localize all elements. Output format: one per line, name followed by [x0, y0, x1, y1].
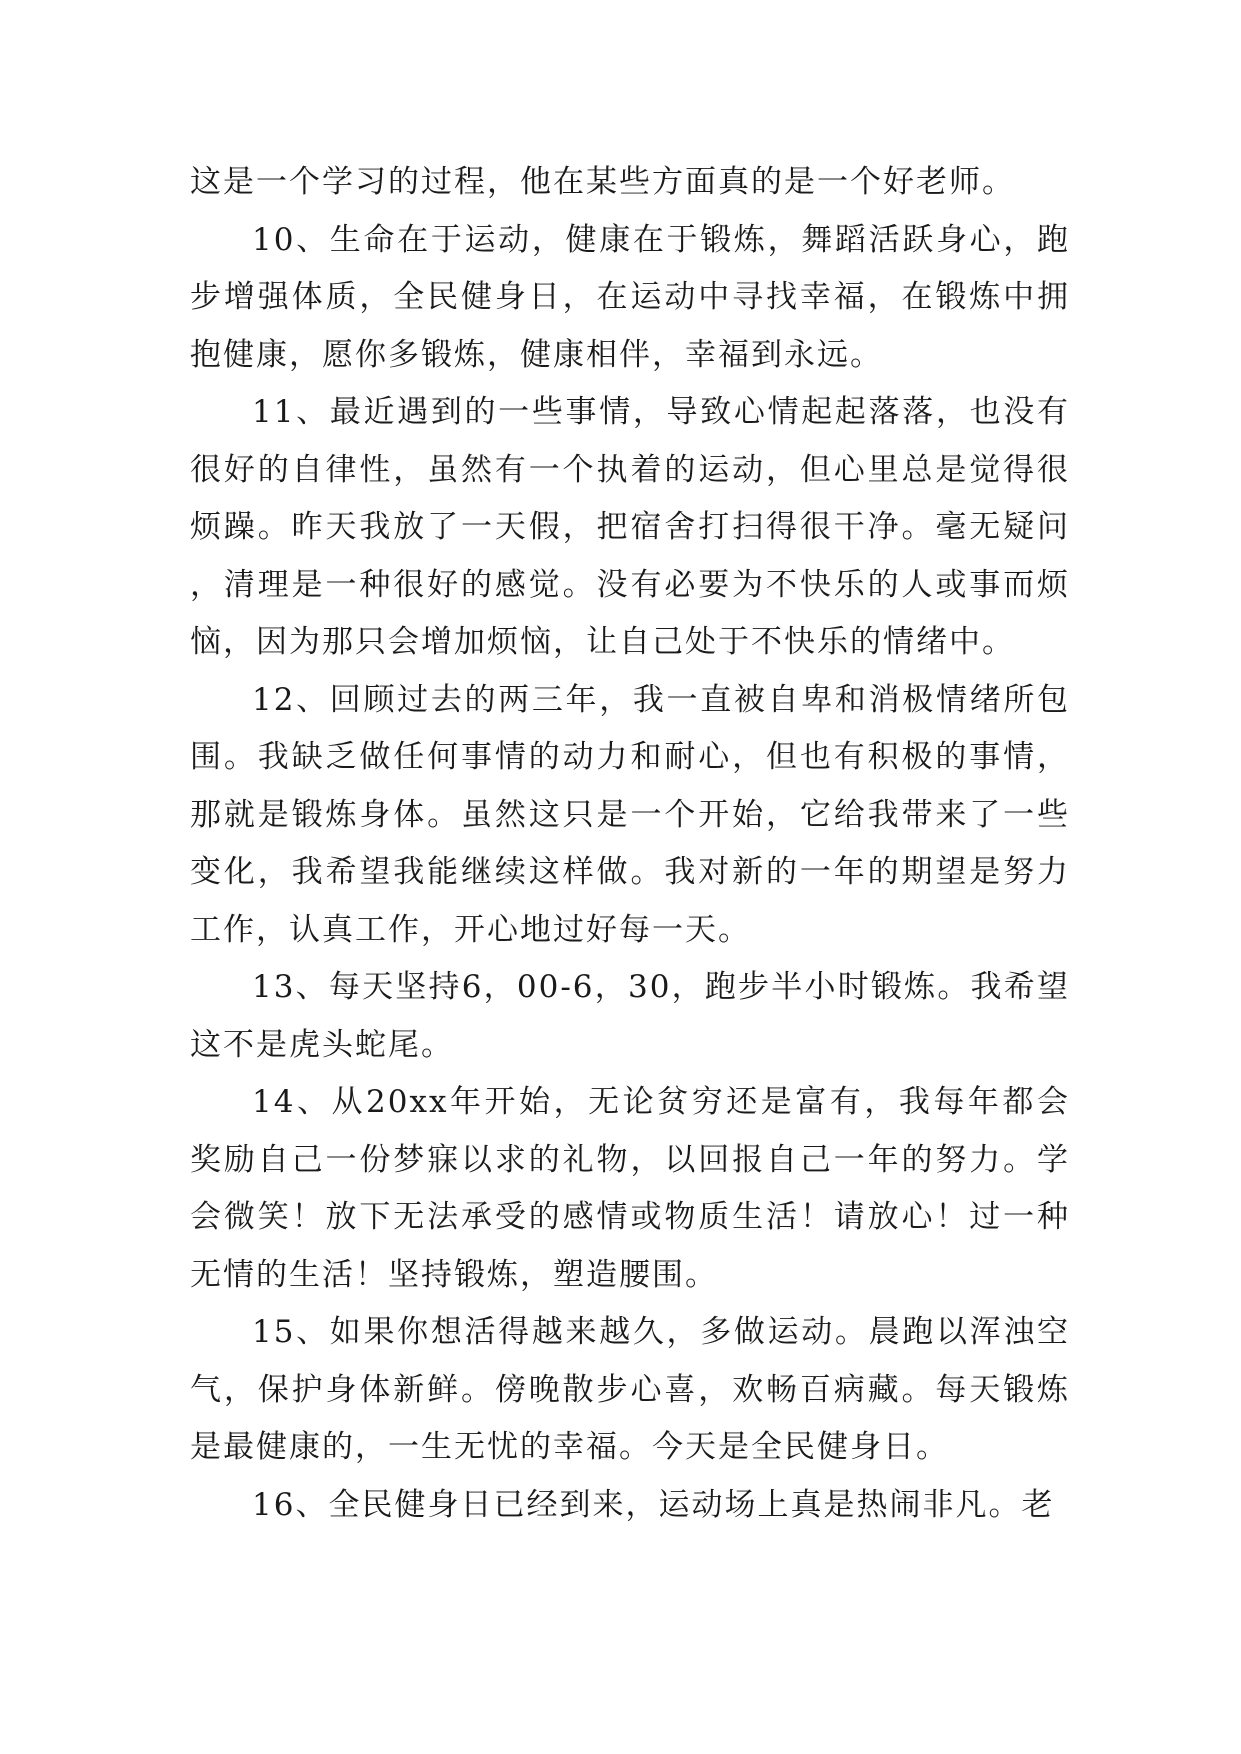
paragraph-15: 15、如果你想活得越来越久，多做运动。晨跑以浑浊空气，保护身体新鲜。傍晚散步心喜，欢畅百病藏。每天锻炼是最健康的，一生无忧的幸福。今天是全民健身日。: [190, 1314, 1070, 1465]
paragraph-13: 13、每天坚持6，00-6，30，跑步半小时锻炼。我希望这不是虎头蛇尾。: [190, 969, 1070, 1063]
paragraph-14: 14、从20xx年开始，无论贫穷还是富有，我每年都会奖励自己一份梦寐以求的礼物，以回报自己一年的努力。学会微笑！放下无法承受的感情或物质生活！请放心！过一种无情的生活！坚持锻炼，塑造腰围。: [190, 1084, 1070, 1293]
document-page: [190, 154, 1070, 1534]
paragraph-16: 16、全民健身日已经到来，运动场上真是热闹非凡。老: [252, 1486, 1055, 1523]
paragraph-11: 11、最近遇到的一些事情，导致心情起起落落，也没有很好的自律性，虽然有一个执着的运动，但心里总是觉得很烦躁。昨天我放了一天假，把宿舍打扫得很干净。毫无疑问，清理是一种很好的感觉。没有必要为不快乐的人或事而烦恼，因为那只会增加烦恼，让自己处于不快乐的情绪中。: [190, 394, 1070, 660]
paragraph-12: 12、回顾过去的两三年，我一直被自卑和消极情绪所包围。我缺乏做任何事情的动力和耐心，但也有积极的事情，那就是锻炼身体。虽然这只是一个开始，它给我带来了一些变化，我希望我能继续这样做。我对新的一年的期望是努力工作，认真工作，开心地过好每一天。: [190, 681, 1070, 948]
paragraph-continuation: 这是一个学习的过程，他在某些方面真的是一个好老师。: [190, 164, 1015, 200]
paragraph-10: 10、生命在于运动，健康在于锻炼，舞蹈活跃身心，跑步增强体质，全民健身日，在运动中寻找幸福，在锻炼中拥抱健康，愿你多锻炼，健康相伴，幸福到永远。: [190, 221, 1070, 373]
